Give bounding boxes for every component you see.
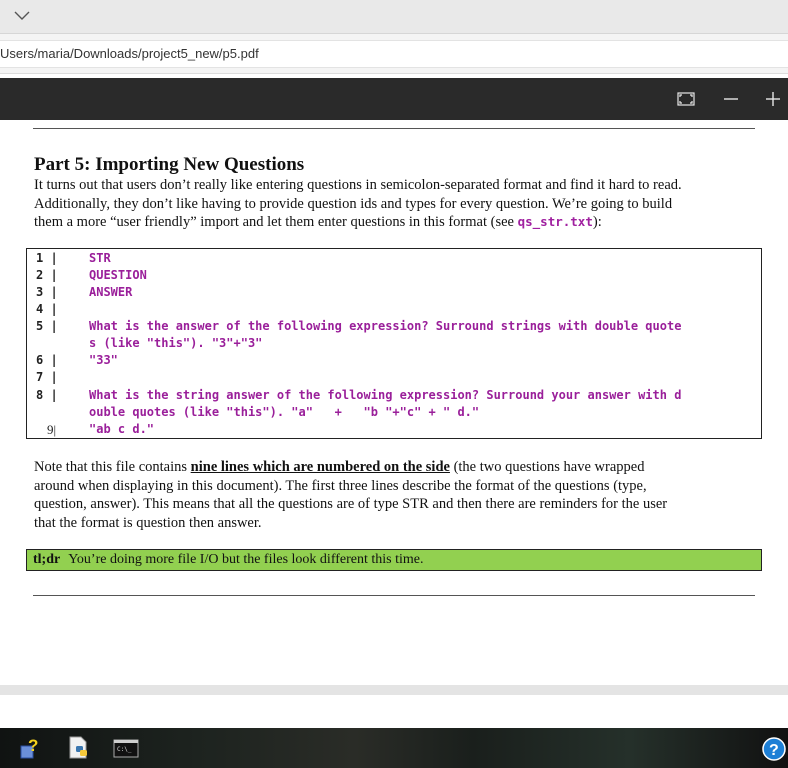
code-listing (26, 248, 762, 439)
taskbar (0, 728, 788, 768)
code-line: 1 | STR (36, 251, 111, 265)
tldr-label: tl;dr (33, 552, 61, 567)
svg-text:C:\_: C:\_ (117, 746, 132, 753)
plus-icon[interactable] (760, 86, 786, 112)
viewer-scroll-gap (0, 685, 788, 695)
tab-strip (0, 0, 788, 34)
pdf-page (0, 120, 788, 685)
code-line: 2 | QUESTION (36, 268, 147, 282)
intro-line: Additionally, they don’t like having to provide question ids and types for every question. We’re going to build (34, 195, 673, 212)
fit-page-icon[interactable] (673, 86, 699, 112)
intro-line: them a more “user friendly” import and let them enter questions in this format (see qs_str.txt): (34, 214, 602, 230)
code-line: s (like "this"). "3"+"3" (89, 336, 263, 350)
note-paragraph (34, 458, 756, 532)
note-emphasis: nine lines which are numbered on the side (190, 459, 450, 475)
note-line: Note that this file contains nine lines which are numbered on the side (the two questions have wrapped (34, 459, 645, 475)
section-heading: Part 5: Importing New Questions (34, 154, 305, 175)
code-line: 3 | ANSWER (36, 285, 133, 299)
python-file-icon[interactable] (66, 736, 92, 760)
tldr-text: You’re doing more file I/O but the files look different this time. (68, 552, 424, 567)
note-line: that the format is question then answer. (34, 514, 262, 531)
bottom-rule (33, 595, 755, 596)
tldr-callout (26, 549, 762, 571)
intro-line: It turns out that users don’t really like entering questions in semicolon-separated format and find it hard to read. (34, 177, 682, 193)
help-icon[interactable] (18, 736, 44, 760)
pdf-toolbar (0, 78, 788, 120)
address-bar (0, 34, 788, 74)
help-badge-icon[interactable] (762, 737, 788, 761)
code-line: 8 | What is the string answer of the following expression? Surround your answer with d (36, 388, 682, 402)
url-field[interactable]: Users/maria/Downloads/project5_new/p5.pdf (0, 40, 788, 68)
top-rule (33, 128, 755, 129)
code-line: 7 | (36, 370, 58, 384)
code-line: 6 | "33" (36, 353, 118, 367)
code-line: 9| "ab c d." (47, 422, 155, 437)
code-line: 4 | (36, 302, 58, 316)
filename-code: qs_str.txt (517, 214, 593, 229)
svg-text:?: ? (28, 736, 39, 755)
terminal-icon[interactable] (113, 736, 139, 760)
svg-text:?: ? (769, 742, 779, 759)
note-line: question, answer). This means that all the questions are of type STR and then there are reminders for the user (34, 496, 668, 512)
viewer-footer (0, 695, 788, 728)
chevron-down-icon[interactable] (10, 6, 34, 26)
note-line: around when displaying in this document). The first three lines describe the format of the questions (type, (34, 477, 647, 494)
intro-paragraph (34, 176, 756, 232)
minus-icon[interactable] (718, 86, 744, 112)
code-line: ouble quotes (like "this"). "a" + "b "+"c" + " d." (89, 405, 480, 419)
code-line: 5 | What is the answer of the following expression? Surround strings with double quote (36, 319, 682, 333)
